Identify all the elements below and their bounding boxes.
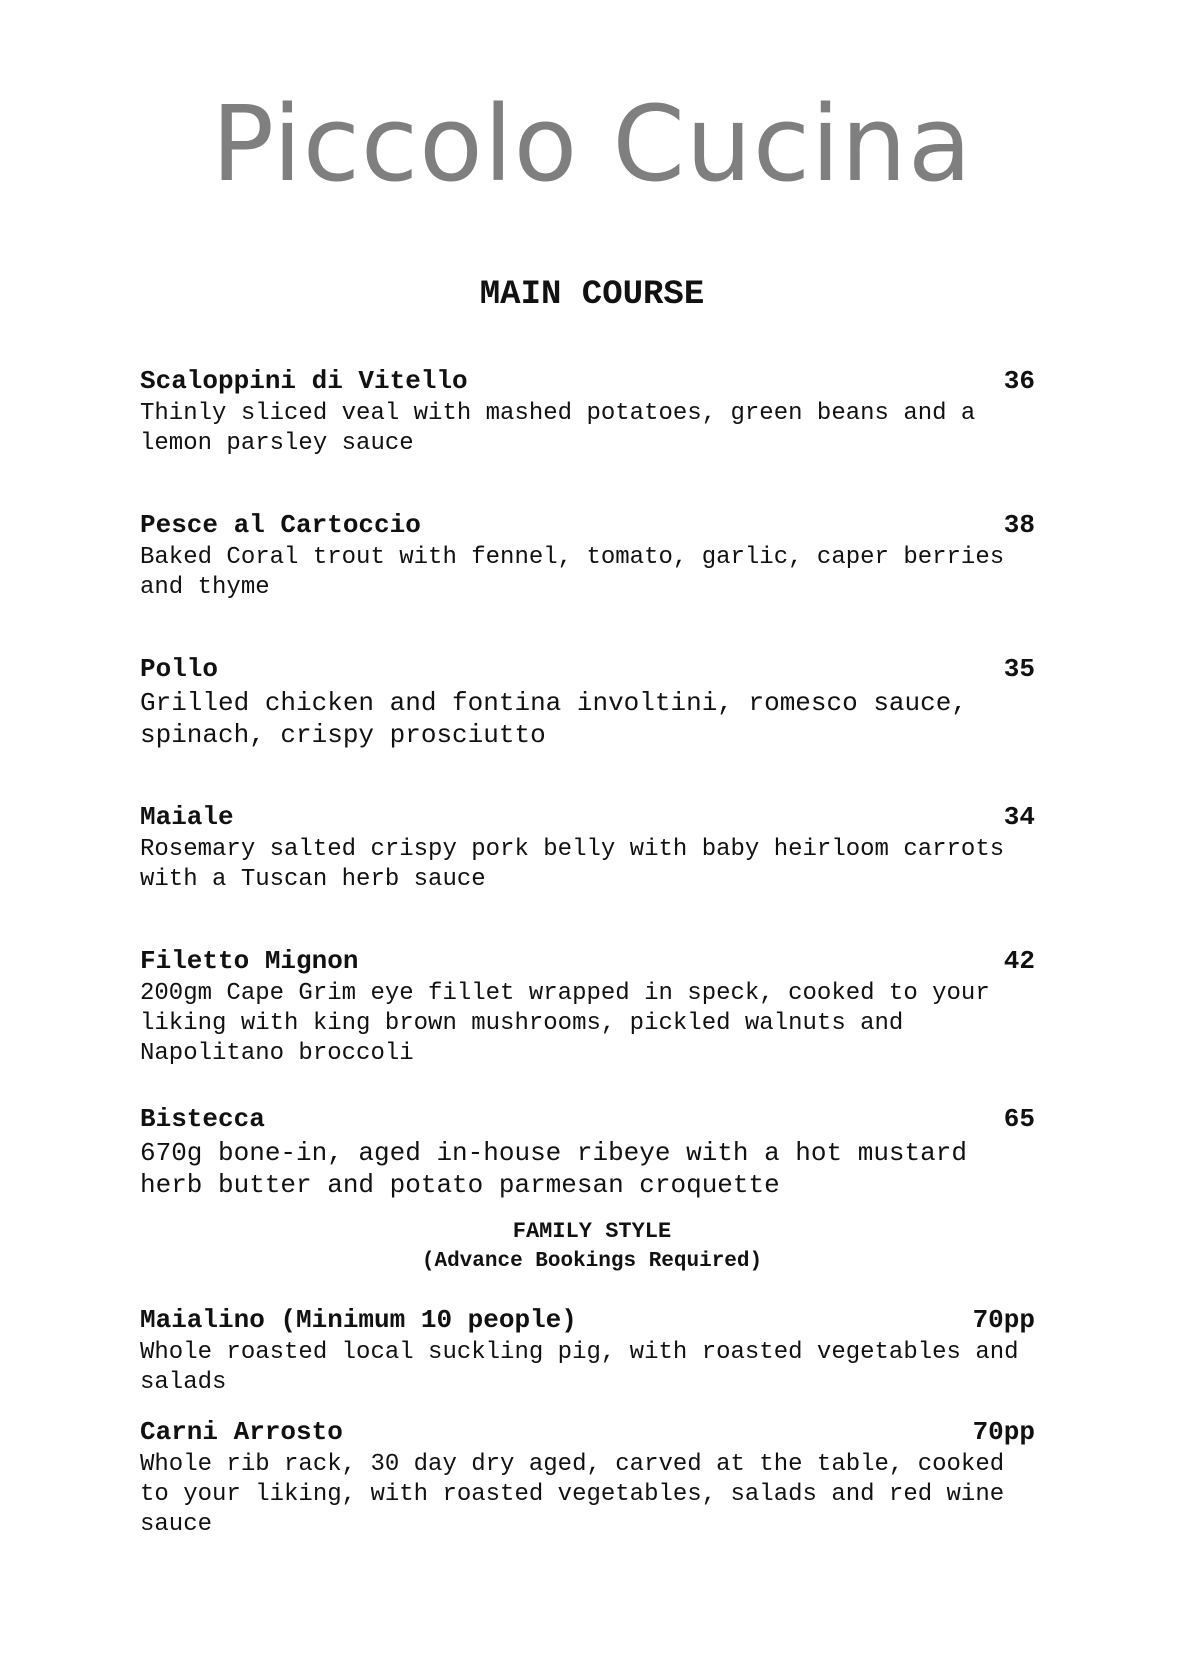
menu-item-maialino <box>140 1305 1035 1398</box>
item-price: 36 <box>1003 366 1035 396</box>
family-style-list <box>140 1305 1035 1540</box>
menu-item-maiale <box>140 802 1035 895</box>
menu-item-bistecca <box>140 1104 1035 1201</box>
item-description: Whole roasted local suckling pig, with roasted vegetables and salads <box>140 1339 1019 1396</box>
item-name: Scaloppini di Vitello <box>140 366 468 396</box>
menu-item-carni-arrosto <box>140 1417 1035 1540</box>
menu-item-filetto <box>140 946 1035 1069</box>
item-description: Rosemary salted crispy pork belly with baby heirloom carrots with a Tuscan herb sauce <box>140 836 1005 893</box>
family-style-note: (Advance Bookings Required) <box>421 1250 763 1273</box>
item-name: Carni Arrosto <box>140 1417 343 1447</box>
item-price: 35 <box>1003 654 1035 684</box>
restaurant-name: Piccolo Cucina <box>211 83 973 205</box>
item-price: 42 <box>1003 946 1035 976</box>
item-description: Thinly sliced veal with mashed potatoes, green beans and a lemon parsley sauce <box>140 400 976 457</box>
main-course-list <box>140 366 1035 1201</box>
item-price: 38 <box>1003 510 1035 540</box>
item-price: 34 <box>1003 802 1035 832</box>
item-description: 200gm Cape Grim eye fillet wrapped in speck, cooked to your liking with king brown mushrooms, pickled walnuts and Napolitano broccoli <box>140 980 990 1067</box>
menu-item-pollo <box>140 654 1035 751</box>
family-style-header <box>0 1217 1184 1277</box>
item-description: Grilled chicken and fontina involtini, romesco sauce, spinach, crispy prosciutto <box>140 688 967 750</box>
item-price: 70pp <box>972 1417 1035 1447</box>
menu-item-pesce <box>140 510 1035 603</box>
item-name: Bistecca <box>140 1104 265 1134</box>
item-description: Baked Coral trout with fennel, tomato, garlic, caper berries and thyme <box>140 544 1005 601</box>
item-name: Pesce al Cartoccio <box>140 510 421 540</box>
item-name: Pollo <box>140 654 219 684</box>
item-price: 65 <box>1003 1104 1035 1134</box>
item-description: Whole rib rack, 30 day dry aged, carved at the table, cooked to your liking, with roasted vegetables, salads and red wine sauce <box>140 1451 1005 1538</box>
menu-item-scaloppini <box>140 366 1035 459</box>
item-description: 670g bone-in, aged in-house ribeye with a hot mustard herb butter and potato parmesan croquette <box>140 1138 967 1200</box>
item-name: Maiale <box>140 802 234 832</box>
item-name: Filetto Mignon <box>140 946 359 976</box>
item-name: Maialino (Minimum 10 people) <box>140 1305 577 1335</box>
family-style-title: FAMILY STYLE <box>512 1219 672 1244</box>
section-title: MAIN COURSE <box>479 276 705 314</box>
item-price: 70pp <box>972 1305 1035 1335</box>
